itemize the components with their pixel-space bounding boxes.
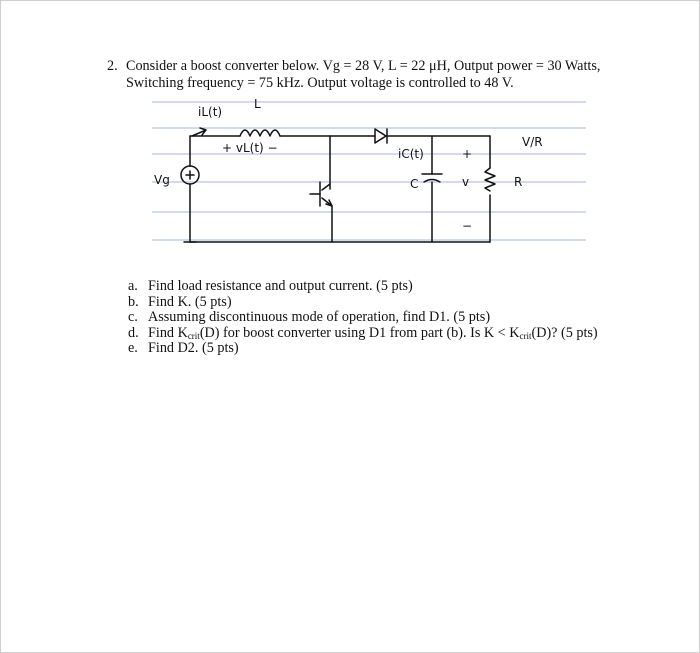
problem-number: 2.	[107, 58, 118, 74]
label-source: Vg	[154, 173, 170, 187]
part-text: Find $K_{crit}(D)$ for boost converter using D1 from part (b). Is $K < K_{crit}(D)$? (5 pts)	[148, 324, 598, 341]
part-label: a.	[128, 278, 138, 294]
part-a	[128, 279, 598, 295]
label-output-plus: +	[462, 147, 473, 161]
part-b	[128, 295, 598, 311]
label-capacitor-current: iC(t)	[398, 147, 424, 161]
label-output-v: v	[462, 175, 470, 189]
part-label: b.	[128, 293, 139, 310]
label-load-current: V/R	[522, 135, 543, 149]
problem-line-1: Consider a boost converter below. Vg = 28 V, L = 22 μH, Output power = 30 Watts,	[126, 58, 601, 74]
part-e	[128, 341, 598, 357]
problem-line-2: Switching frequency = 75 kHz. Output voltage is controlled to 48 V.	[126, 75, 514, 91]
part-text: Find K. (5 pts)	[148, 293, 232, 310]
question-parts	[128, 279, 598, 357]
label-resistor: R	[514, 175, 523, 189]
part-text: Assuming discontinuous mode of operation, find D1. (5 pts)	[148, 309, 491, 326]
label-capacitor: C	[410, 177, 419, 191]
part-text: Find load resistance and output current. (5 pts)	[148, 278, 413, 294]
part-c	[128, 310, 598, 326]
part-label: d.	[128, 324, 139, 341]
part-label: c.	[128, 309, 138, 326]
label-output-minus: −	[462, 219, 473, 233]
boost-converter-sketch	[150, 94, 588, 254]
label-inductor: L	[254, 97, 261, 111]
part-text: Find D2. (5 pts)	[148, 340, 239, 357]
part-label: e.	[128, 340, 138, 357]
part-d	[128, 326, 598, 342]
label-inductor-voltage: + vL(t) −	[222, 141, 278, 155]
label-inductor-current: iL(t)	[198, 105, 223, 119]
